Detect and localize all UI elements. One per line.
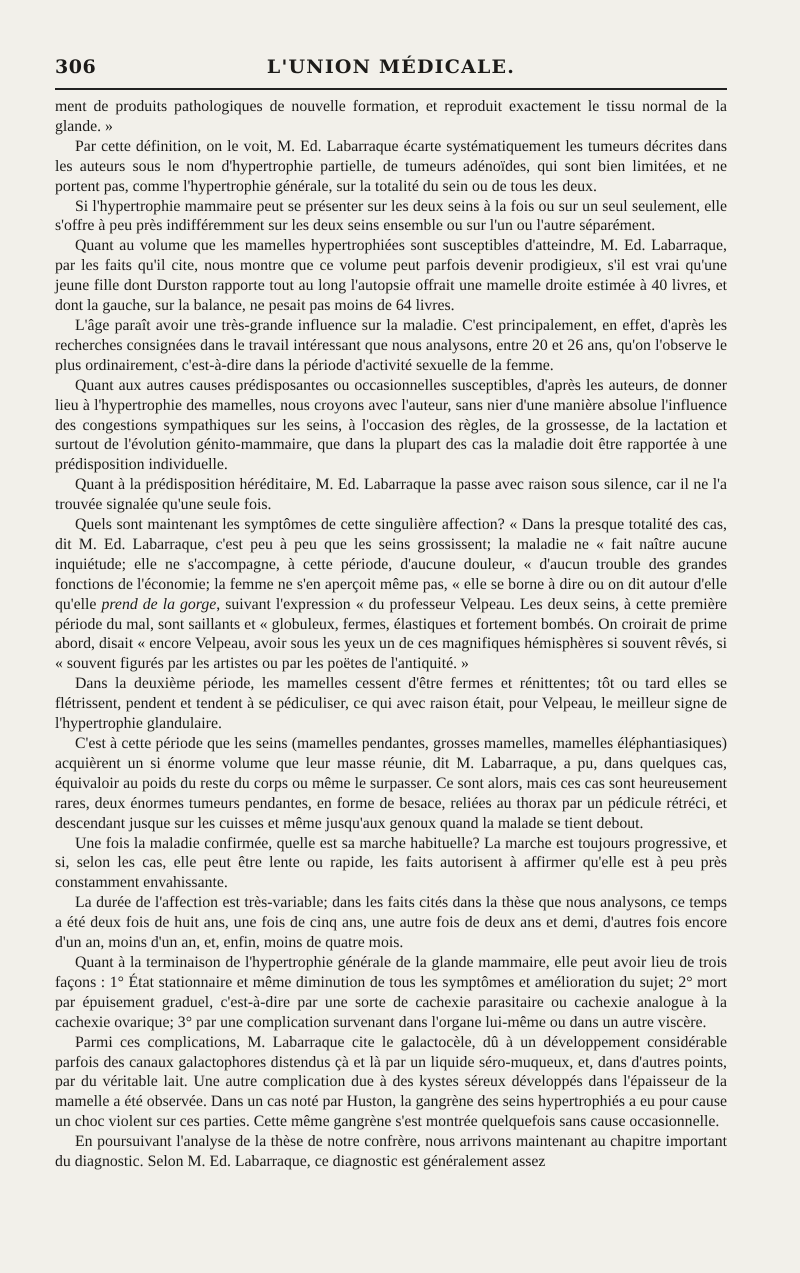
paragraph: Parmi ces complications, M. Labarraque cite le galactocèle, dû à un développement considérable parfois des canaux galactophores distendus çà et là par un liquide séro-muqueux, et, dans d'autres points, par du véritable lait. Une autre complication due à des kystes séreux développés dans l'épaisseur de la mamelle a été observée. Dans un cas noté par Huston, la gangrène des seins hypertrophiés a eu pour cause un choc violent sur ces parties. Cette même gangrène s'est montrée quelquefois sans cause occasionnelle. xyxy=(55,1033,727,1131)
paragraph: La durée de l'affection est très-variable; dans les faits cités dans la thèse que nous analysons, ce temps a été deux fois de huit ans, une fois de cinq ans, une autre fois de deux ans et demi, d'autres fois encore d'un an, moins d'un an, et, enfin, moins de quatre mois. xyxy=(55,894,727,952)
page-number: 306 xyxy=(55,56,97,78)
paragraph: Une fois la maladie confirmée, quelle est sa marche habituelle? La marche est toujours progressive, et si, selon les cas, elle peut être lente ou rapide, les faits autorisent à affirmer qu'elle est à peu près constamment envahissante. xyxy=(55,834,727,892)
italic-expression: prend de la gorge xyxy=(101,595,217,613)
paragraph: Par cette définition, on le voit, M. Ed. Labarraque écarte systématiquement les tumeurs décrites dans les auteurs sous le nom d'hypertrophie partielle, de tumeurs adénoïdes, qui sont bien limitées, et ne portent pas, comme l'hypertrophie générale, sur la totalité du sein ou de tous les deux. xyxy=(55,137,727,195)
paragraph: Dans la deuxième période, les mamelles cessent d'être fermes et rénittentes; tôt ou tard elles se flétrissent, pendent et tendent à se pédiculiser, ce qui avec raison était, pour Velpeau, le meilleur signe de l'hypertrophie glandulaire. xyxy=(55,675,727,733)
header-rule xyxy=(55,88,727,90)
paragraph: Quant aux autres causes prédisposantes ou occasionnelles susceptibles, d'après les auteurs, de donner lieu à l'hypertrophie des mamelles, nous croyons avec l'auteur, sans nier d'une manière absolue l'influence des congestions sympathiques sur les seins, à l'occasion des règles, de la grossesse, de la lactation et surtout de l'évolution génito-mammaire, que dans la plupart des cas la maladie doit être rapportée à une prédisposition individuelle. xyxy=(55,376,727,474)
article-body xyxy=(55,97,727,1172)
paragraph: Quant à la terminaison de l'hypertrophie générale de la glande mammaire, elle peut avoir lieu de trois façons : 1° État stationnaire et même diminution de tous les symptômes et amélioration du sujet; 2° mort par épuisement graduel, c'est-à-dire par une sorte de cachexie parasitaire ou cachexie analogue à la cachexie ovarique; 3° par une complication survenant dans l'organe lui-même ou dans un autre viscère. xyxy=(55,953,727,1031)
page-header xyxy=(55,50,727,80)
running-title: L'UNION MÉDICALE. xyxy=(266,56,516,78)
paragraph: Quant au volume que les mamelles hypertrophiées sont susceptibles d'atteindre, M. Ed. Labarraque, par les faits qu'il cite, nous montre que ce volume peut parfois devenir prodigieux, s'il est vrai qu'une jeune fille dont Durston rapporte tout au long l'autopsie offrait une mamelle droite estimée à 40 livres, et dont la gauche, sur la balance, ne pesait pas moins de 64 livres. xyxy=(55,237,727,315)
paragraph: Si l'hypertrophie mammaire peut se présenter sur les deux seins à la fois ou sur un seul seulement, elle s'offre à peu près indifféremment sur les deux seins ensemble ou sur l'un ou l'autre séparément. xyxy=(55,197,727,235)
paragraph-quotation: Quels sont maintenant les symptômes de cette singulière affection? « Dans la presque totalité des cas, dit M. Ed. Labarraque, c'est peu à peu que les seins grossissent; la maladie ne « fait naître aucune inquiétude; elle ne s'accompagne, à cette période, d'aucune douleur, « d'aucun trouble des grandes fonctions de l'économie; la femme ne s'en aperçoit même pas, « elle se borne à dire ou on dit autour d'elle qu'elle prend de la gorge, suivant l'expression « du professeur Velpeau. Les deux seins, à cette première période du mal, sont saillants et « globuleux, fermes, élastiques et fortement bombés. On croirait de prime abord, disait « encore Velpeau, avoir sous les yeux un de ces magnifiques hémisphères si souvent rêvés, si « souvent figurés par les artistes ou par les poëtes de l'antiquité. » xyxy=(55,516,727,673)
paragraph: En poursuivant l'analyse de la thèse de notre confrère, nous arrivons maintenant au chapitre important du diagnostic. Selon M. Ed. Labarraque, ce diagnostic est généralement assez xyxy=(55,1133,727,1171)
paragraph-continued: ment de produits pathologiques de nouvelle formation, et reproduit exactement le tissu normal de la glande. » xyxy=(55,98,727,135)
paragraph: Quant à la prédisposition héréditaire, M. Ed. Labarraque la passe avec raison sous silence, car il ne l'a trouvée signalée qu'une seule fois. xyxy=(55,476,727,514)
paragraph: C'est à cette période que les seins (mamelles pendantes, grosses mamelles, mamelles éléphantiasiques) acquièrent un si énorme volume que leur masse réunie, dit M. Labarraque, a pu, dans quelques cas, équivaloir au poids du reste du corps ou même le surpasser. Ce sont alors, mais ces cas sont heureusement rares, deux énormes tumeurs pendantes, en forme de besace, reliées au thorax par un pédicule rétréci, et descendant jusque sur les cuisses et même jusqu'aux genoux quand la malade se tient debout. xyxy=(55,735,727,832)
paragraph: L'âge paraît avoir une très-grande influence sur la maladie. C'est principalement, en effet, d'après les recherches consignées dans le travail intéressant que nous analysons, entre 20 et 26 ans, qu'on l'observe le plus ordinairement, c'est-à-dire dans la période d'activité sexuelle de la femme. xyxy=(55,316,727,374)
